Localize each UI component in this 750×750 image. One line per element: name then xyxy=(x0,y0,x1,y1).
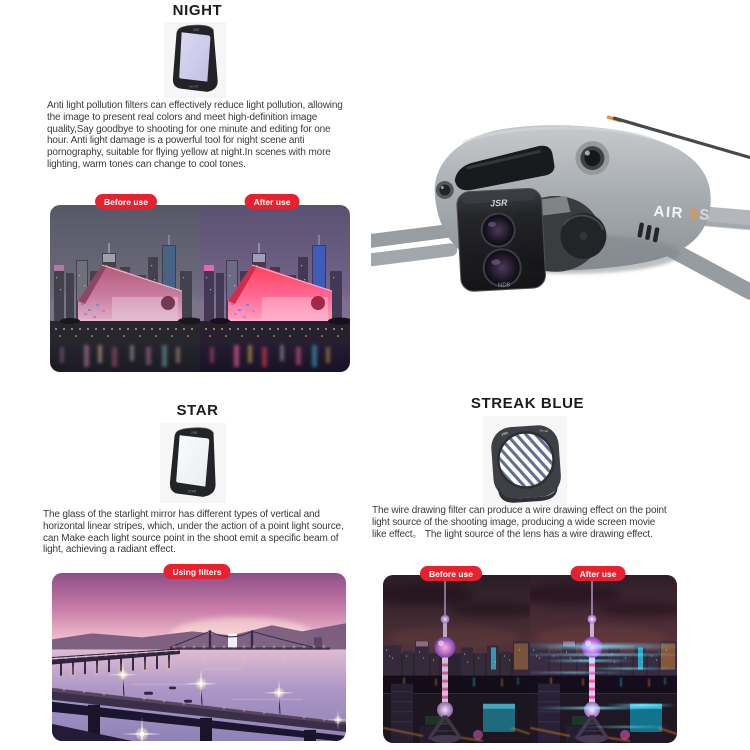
rear-right-arm xyxy=(668,248,750,292)
filter-type-label: STAR xyxy=(187,489,197,494)
shanghai-photo-after-use xyxy=(530,575,677,743)
star-filter-photo xyxy=(160,423,226,503)
jsr-filter-on-drone xyxy=(456,188,546,292)
streak-before-after-comparison xyxy=(383,568,677,743)
filter-brand-label: JSR xyxy=(190,430,198,435)
streak-blue-filter-photo xyxy=(483,416,567,506)
night-description: Anti light pollution filters can effectively reduce light pollution, allowing the image to present real colors and meet high-definition image quality,Say goodbye to shooting for one minute and editing for one hour. Anti light damage is a powerful tool for night scene anti pornography, suitable for flying yellow at night.In scenes with more lighting, warm tones can change to cool tones. xyxy=(47,100,343,170)
star-description: The glass of the starlight mirror has different types of vertical and horizontal linear stripes, which, under the action of a point light source, can Make each light source point in the shoot emit a specific beam of light, achieving a radiant effect. xyxy=(43,509,344,556)
drone-filter-brand-label: JSR xyxy=(489,197,508,209)
after-use-badge: After use xyxy=(245,194,300,209)
shanghai-photo-before-use xyxy=(383,575,530,743)
before-use-badge: Before use xyxy=(420,566,482,581)
filter-type-label: NIGHT xyxy=(189,84,199,89)
star-sample-photo-wrap xyxy=(52,566,346,741)
star-section-title: STAR xyxy=(176,402,219,419)
bridge-photo-using-filters xyxy=(52,573,346,741)
front-left-arm xyxy=(371,250,451,260)
drone-photo xyxy=(371,84,750,304)
night-before-after-comparison xyxy=(50,196,350,372)
after-use-badge: After use xyxy=(571,566,626,581)
filter-type-label: Streak xyxy=(539,428,549,434)
drone-filter-type-label: ND8 xyxy=(497,282,511,289)
city-photo-before-use xyxy=(50,205,200,372)
using-filters-badge: Using filters xyxy=(163,564,230,579)
wide-lens xyxy=(481,213,516,248)
tele-lens xyxy=(483,248,522,287)
filter-brand-label: JSR xyxy=(192,27,200,32)
city-photo-after-use xyxy=(200,205,350,372)
streak-blue-section-title: STREAK BLUE xyxy=(470,395,585,412)
before-use-badge: Before use xyxy=(95,194,157,209)
night-section-title: NIGHT xyxy=(172,2,223,19)
night-filter-photo xyxy=(164,22,226,98)
streak-blue-description: The wire drawing filter can produce a wire drawing effect on the point light source of the shooting image, producing a wide screen movie like effect。 The light source of the lens has a wire drawing effect. xyxy=(372,505,667,540)
filter-brand-label: JSR xyxy=(500,431,509,437)
drone-model-label: AIR 3S xyxy=(653,202,712,224)
